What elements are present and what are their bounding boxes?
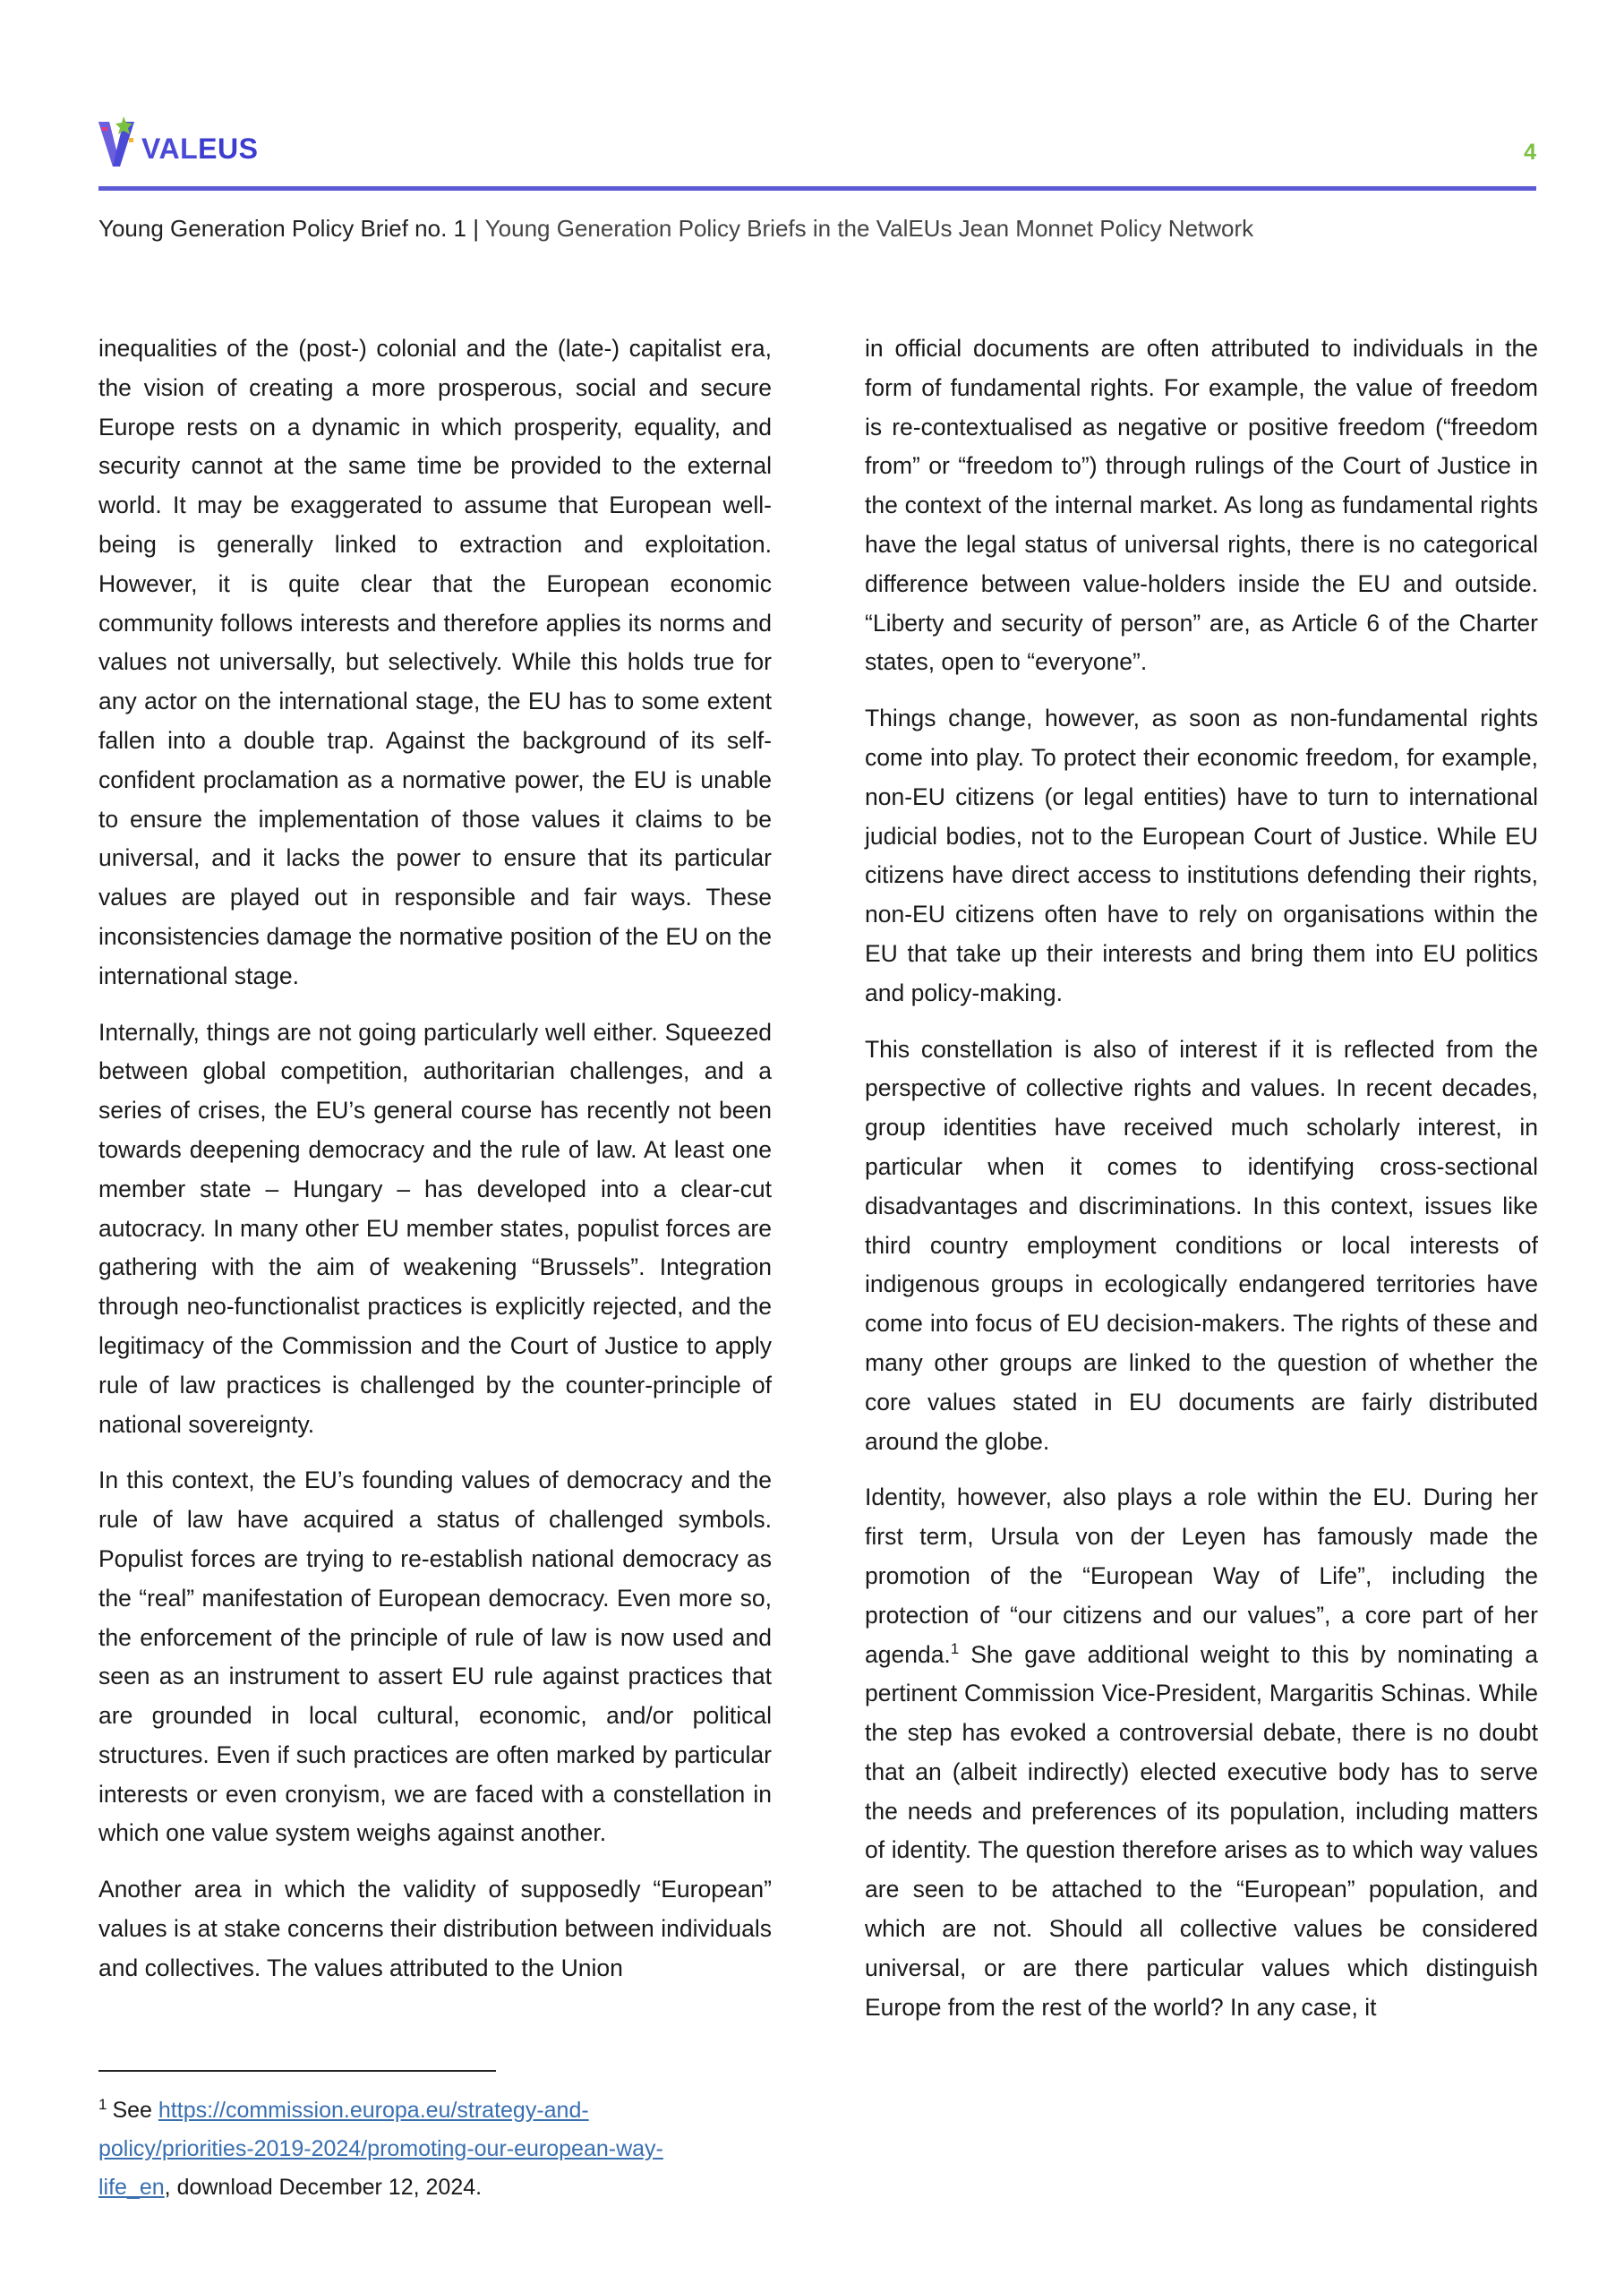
logo-wordmark: VALEUS [141, 133, 259, 165]
right-column [865, 329, 1538, 2027]
paragraph: Another area in which the validity of supposedly “European” values is at stake concerns their distribution between individuals and collectives. The values attributed to the Union [98, 1876, 772, 1981]
footnote-reference[interactable]: 1 [950, 1639, 960, 1657]
header-divider [98, 186, 1536, 191]
footnote-prefix: See [112, 2098, 158, 2123]
paragraph: Identity, however, also plays a role within the EU. During her first term, Ursula von der Leyen has famously made the promotion of the “European Way of Life”, including the protection of “our citizens and our values”, a core part of her agenda.$^1$ She gave additional weight to this by nominating a pertinent Commission Vice-President, Margaritis Schinas. While the step has evoked a controversial debate, there is no doubt that an (albeit indirectly) elected executive body has to serve the needs and preferences of its population, including matters of identity. The question therefore arises as to which way values are seen to be attached to the “European” population, and which are not. Should all collective values be considered universal, or are there particular values which distinguish Europe from the rest of the world? In any case, it [865, 1484, 1538, 2021]
footnote-mark: 1 [98, 2095, 107, 2113]
page-number: 4 [1524, 140, 1536, 165]
footnote-link[interactable]: https://commission.europa.eu/strategy-and- policy/priorities-2019-2024/promoting-our-european-way- life_en [98, 2098, 663, 2200]
left-column [98, 329, 772, 1988]
running-header [98, 215, 1253, 243]
paragraph: inequalities of the (post-) colonial and the (late-) capitalist era, the vision of creating a more prosperous, social and secure Europe rests on a dynamic in which prosperity, equality, and security cannot at the same time be provided to the external world. It may be exaggerated to assume that European well-being is generally linked to extraction and exploitation. However, it is quite clear that the European economic community follows interests and therefore applies its norms and values not universally, but selectively. While this holds true for any actor on the international stage, the EU has to some extent fallen into a double trap. Against the background of its self-confident proclamation as a normative power, the EU is unable to ensure the implementation of those values it claims to be universal, and it lacks the power to ensure that its particular values are played out in responsible and fair ways. These inconsistencies damage the normative position of the EU on the international stage. [98, 335, 772, 989]
brief-title: Young Generation Policy Brief no. 1 [98, 215, 466, 242]
footnote-suffix: , download December 12, 2024. [164, 2175, 483, 2200]
series-title: Young Generation Policy Briefs in the ValEUs Jean Monnet Policy Network [484, 215, 1254, 242]
paragraph: In this context, the EU’s founding values of democracy and the rule of law have acquired a status of challenged symbols. Populist forces are trying to re-establish national democracy as the “real” manifestation of European democracy. Even more so, the enforcement of the principle of rule of law is now used and seen as an instrument to assert EU rule against practices that are grounded in local cultural, economic, and/or political structures. Even if such practices are often marked by particular interests or even cronyism, we are faced with a constellation in which one value system weighs against another. [98, 1467, 772, 1847]
footnote [98, 2091, 779, 2207]
paragraph: Internally, things are not going particularly well either. Squeezed between global competition, authoritarian challenges, and a series of crises, the EU’s general course has recently not been towards deepening democracy and the rule of law. At least one member state – Hungary – has developed into a clear-cut autocracy. In many other EU member states, populist forces are gathering with the aim of weakening “Brussels”. Integration through neo-functionalist practices is explicitly rejected, and the legitimacy of the Commission and the Court of Justice to apply rule of law practices is challenged by the counter-principle of national sovereignty. [98, 1018, 772, 1438]
header-separator: | [466, 215, 485, 242]
valeus-logo-mark-icon [97, 115, 140, 170]
paragraph: in official documents are often attributed to individuals in the form of fundamental rights. For example, the value of freedom is re-contextualised as negative or positive freedom (“freedom from” or “freedom to”) through rulings of the Court of Justice in the context of the internal market. As long as fundamental rights have the legal status of universal rights, there is no categorical difference between value-holders inside the EU and outside. “Liberty and security of person” are, as Article 6 of the Charter states, open to “everyone”. [865, 335, 1538, 676]
paragraph: This constellation is also of interest if it is reflected from the perspective of collective rights and values. In recent decades, group identities have received much scholarly interest, in particular when it comes to identifying cross-sectional disadvantages and discriminations. In this context, issues like third country employment conditions or local interests of indigenous groups in ecologically endangered territories have come into focus of EU decision-makers. The rights of these and many other groups are linked to the question of whether the core values stated in EU documents are fairly distributed around the globe. [865, 1035, 1538, 1455]
paragraph: Things change, however, as soon as non-fundamental rights come into play. To protect their economic freedom, for example, non-EU citizens (or legal entities) have to turn to international judicial bodies, not to the European Court of Justice. While EU citizens have direct access to institutions defending their rights, non-EU citizens often have to rely on organisations within the EU that take up their interests and bring them into EU politics and policy-making. [865, 705, 1538, 1006]
valeus-logo [97, 115, 276, 175]
footnote-divider [98, 2070, 496, 2072]
